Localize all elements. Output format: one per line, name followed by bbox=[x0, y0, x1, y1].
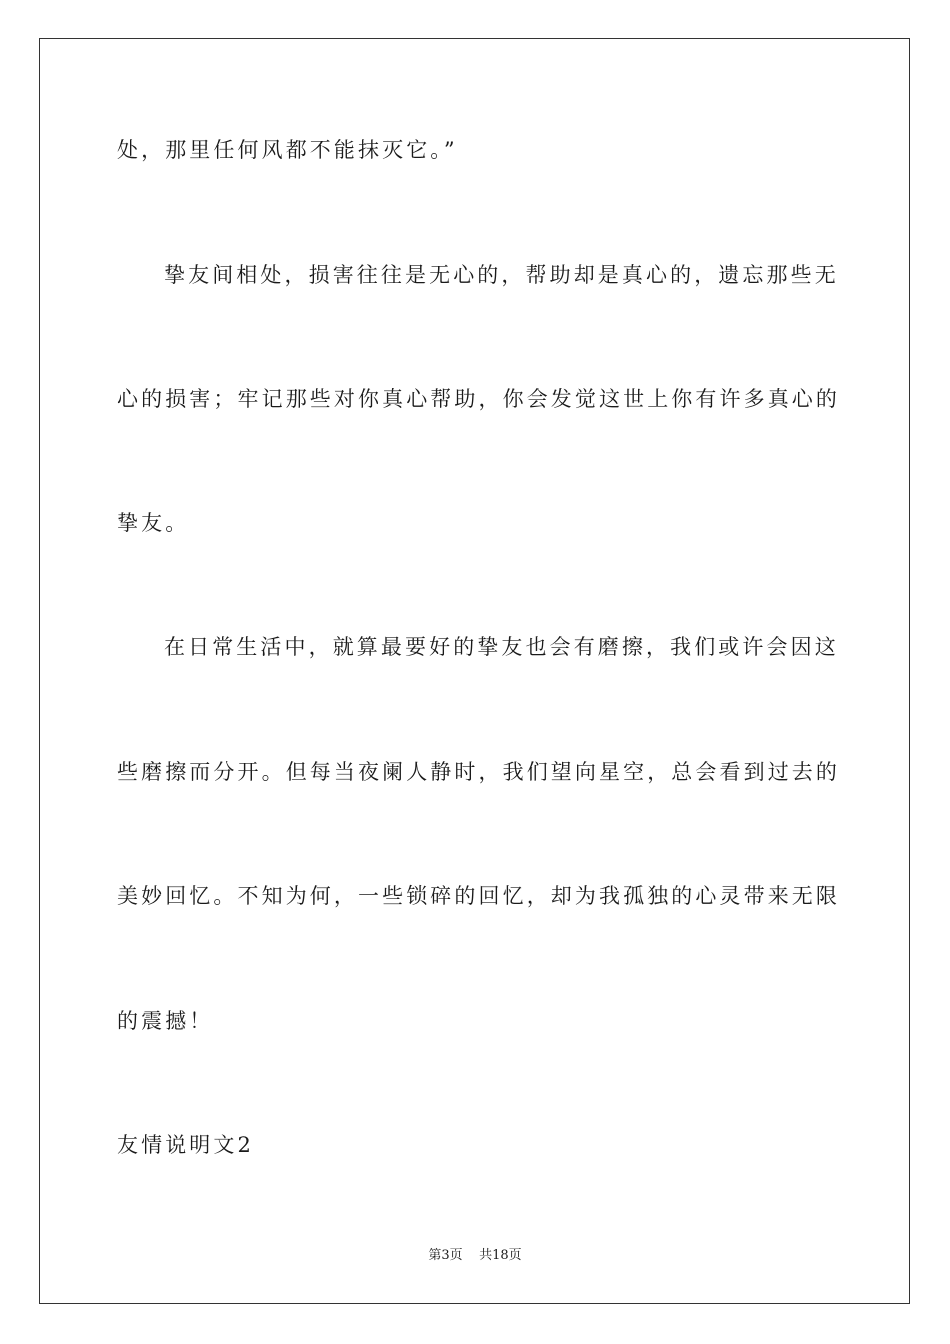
page-footer bbox=[0, 1247, 950, 1265]
paragraph-line: 的震撼！ bbox=[117, 1009, 214, 1033]
paragraph-line: 挚友间相处，损害往往是无心的，帮助却是真心的，遗忘那些无 bbox=[164, 263, 839, 287]
paragraph-line: 心的损害；牢记那些对你真心帮助，你会发觉这世上你有许多真心的 bbox=[117, 387, 840, 411]
page-border bbox=[39, 38, 910, 1304]
section-heading: 友情说明文2 bbox=[117, 1133, 254, 1157]
paragraph-line: 些磨擦而分开。但每当夜阑人静时，我们望向星空，总会看到过去的 bbox=[117, 760, 840, 784]
page-total: 共18页 bbox=[479, 1248, 522, 1263]
paragraph-line: 挚友。 bbox=[117, 511, 190, 535]
text-line: 处，那里任何风都不能抹灭它。” bbox=[117, 138, 458, 162]
paragraph-line: 在日常生活中，就算最要好的挚友也会有磨擦，我们或许会因这 bbox=[164, 635, 839, 659]
paragraph-line: 美妙回忆。不知为何，一些锁碎的回忆，却为我孤独的心灵带来无限 bbox=[117, 884, 840, 908]
footer-gap bbox=[463, 1248, 480, 1263]
page-number: 第3页 bbox=[428, 1248, 463, 1263]
